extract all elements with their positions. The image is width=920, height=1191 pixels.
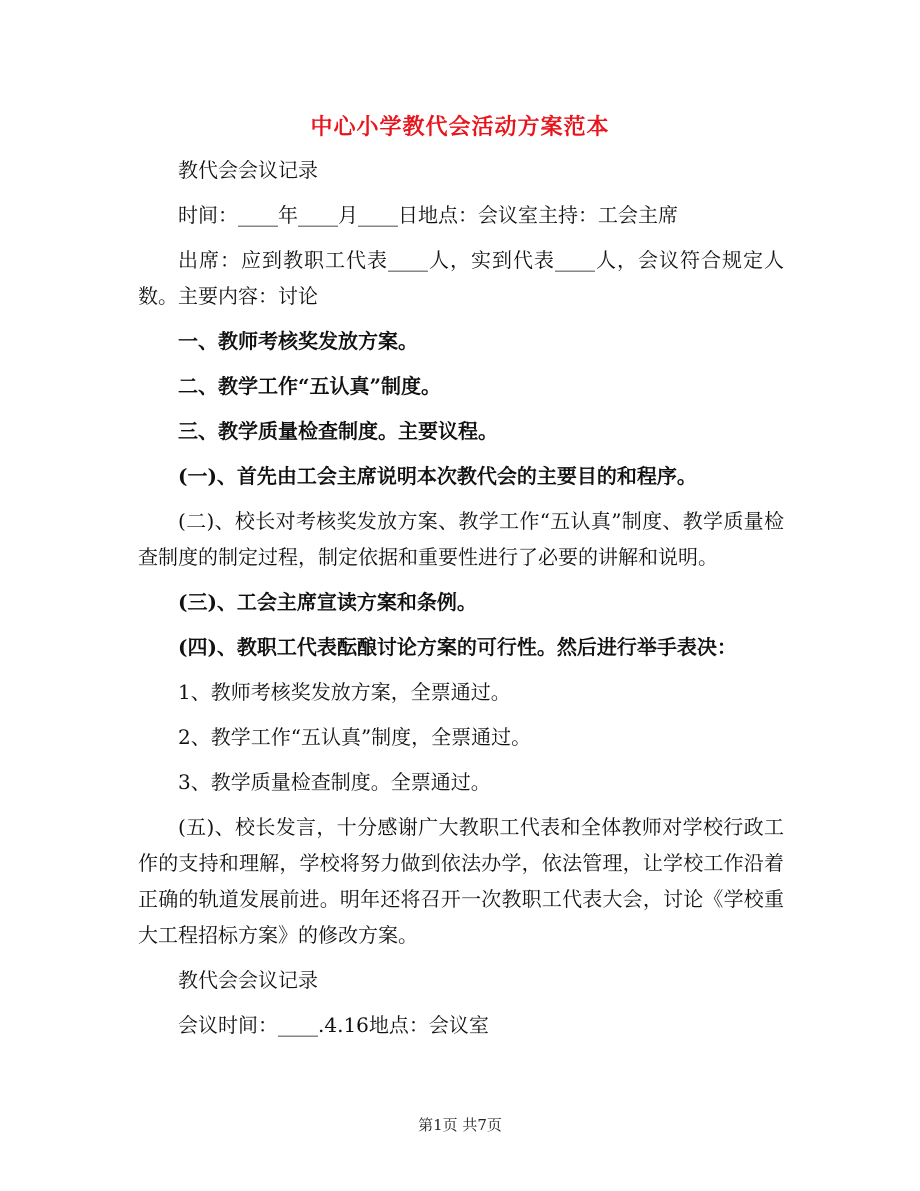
paragraph-vote-3: 3、教学质量检查制度。全票通过。 [178,770,491,794]
paragraph-agenda-2: (二)、校长对考核奖发放方案、教学工作“五认真”制度、教学质量检查制度的制定过程，制定依据和重要性进行了必要的讲解和说明。 [138,509,784,569]
paragraph-vote-2: 2、教学工作“五认真”制度，全票通过。 [178,725,532,749]
paragraph-agenda-5: (五)、校长发言，十分感谢广大教职工代表和全体教师对学校行政工作的支持和理解，学校将努力做到依法办学，依法管理，让学校工作沿着正确的轨道发展前进。明年还将召开一次教职工代表大会，讨论《学校重大工程招标方案》的修改方案。 [138,815,784,947]
paragraph-topic-2: 二、教学工作“五认真”制度。 [178,374,442,398]
paragraph-agenda-4: (四)、教职工代表酝酿讨论方案的可行性。然后进行举手表决： [178,635,737,659]
paragraph-vote-1: 1、教师考核奖发放方案，全票通过。 [178,680,511,704]
paragraph-topic-3: 三、教学质量检查制度。主要议程。 [178,419,498,443]
paragraph-time-location: 时间：____年____月____日地点：会议室主持：工会主席 [178,203,678,227]
document-title: 中心小学教代会活动方案范本 [310,114,610,140]
paragraph-topic-1: 一、教师考核奖发放方案。 [178,329,418,353]
document-body [138,152,784,1052]
paragraph-attendance: 出席：应到教职工代表____人，实到代表____人，会议符合规定人数。主要内容：讨论 [138,248,784,308]
paragraph-record-heading: 教代会会议记录 [178,158,318,182]
paragraph-agenda-3: (三)、工会主席宣读方案和条例。 [178,590,477,614]
page-number: 第1页 共7页 [418,1116,502,1134]
paragraph-record-heading-2: 教代会会议记录 [178,968,318,992]
paragraph-agenda-1: (一)、首先由工会主席说明本次教代会的主要目的和程序。 [178,464,697,488]
paragraph-meeting-time: 会议时间：____.4.16地点：会议室 [178,1013,489,1037]
